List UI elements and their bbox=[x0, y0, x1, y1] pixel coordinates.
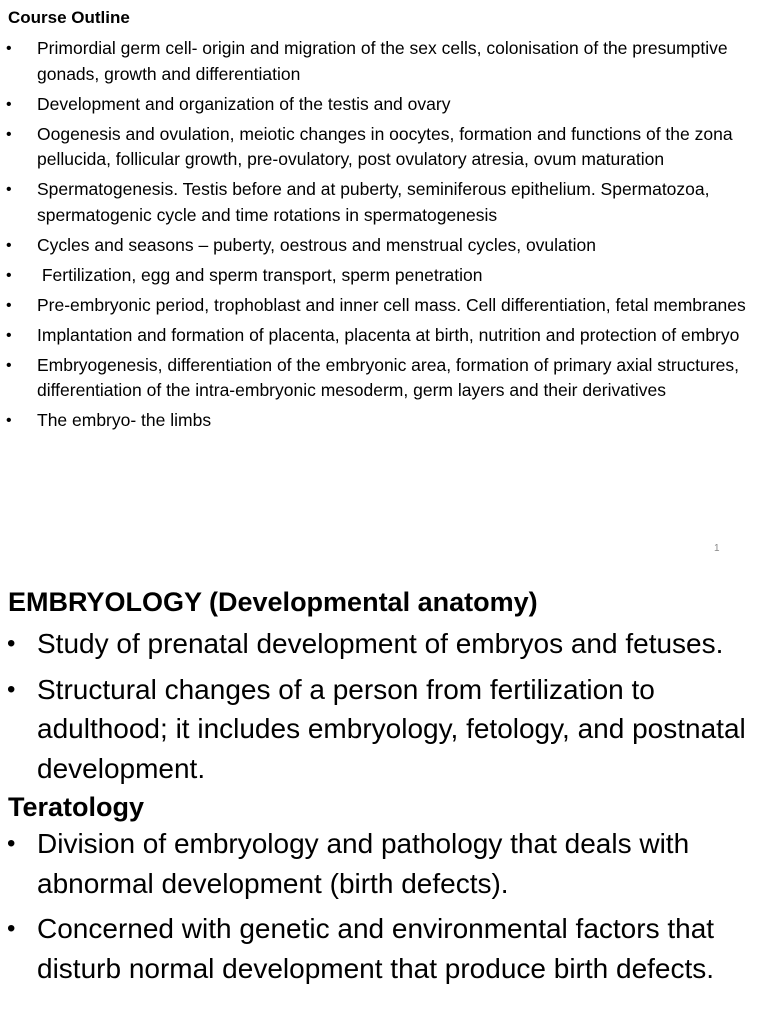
bullet-icon: • bbox=[7, 630, 16, 657]
list-item bbox=[0, 122, 768, 173]
list-item bbox=[0, 408, 768, 434]
list-item bbox=[0, 92, 768, 118]
list-item bbox=[0, 670, 768, 789]
list-item-text: Embryogenesis, differentiation of the embryonic area, formation of primary axial structures, differentiation of the intra-embryonic mesoderm, germ layers and their derivatives bbox=[37, 354, 739, 400]
slide-embryology bbox=[0, 575, 768, 1024]
list-item bbox=[0, 263, 768, 289]
list-item bbox=[0, 624, 768, 664]
list-item-text: Structural changes of a person from fertilization to adulthood; it includes embryology, fetology, and postnatal development. bbox=[37, 673, 746, 784]
list-item bbox=[0, 909, 768, 988]
list-item-text: Development and organization of the testis and ovary bbox=[37, 93, 451, 114]
bullet-icon: • bbox=[7, 830, 16, 857]
list-item-text: The embryo- the limbs bbox=[37, 410, 212, 430]
list-item bbox=[0, 233, 768, 259]
bullet-icon: • bbox=[6, 326, 12, 344]
bullet-icon: • bbox=[7, 915, 16, 942]
list-item bbox=[0, 293, 768, 319]
list-item-text: Concerned with genetic and environmental factors that disturb normal development that produce birth defects. bbox=[37, 913, 715, 984]
course-outline-list bbox=[0, 36, 768, 438]
list-item bbox=[0, 824, 768, 903]
bullet-icon: • bbox=[6, 181, 12, 198]
bullet-icon: • bbox=[7, 675, 16, 703]
list-item bbox=[0, 36, 768, 87]
slide-title: Course Outline bbox=[8, 8, 130, 27]
list-item-text: Implantation and formation of placenta, placenta at birth, nutrition and protection of embryo bbox=[37, 324, 740, 345]
heading-teratology: Teratology bbox=[8, 792, 145, 822]
list-item-text: Primordial germ cell- origin and migration of the sex cells, colonisation of the presumptive gonads, growth and differentiation bbox=[37, 38, 728, 84]
list-item-text: Oogenesis and ovulation, meiotic changes in oocytes, formation and functions of the zona pellucida, follicular growth, pre-ovulatory, post ovulatory atresia, ovum maturation bbox=[37, 123, 733, 169]
list-item-text: Cycles and seasons – puberty, oestrous and menstrual cycles, ovulation bbox=[37, 234, 597, 255]
list-item bbox=[0, 353, 768, 404]
embryology-list bbox=[0, 624, 768, 788]
heading-embryology: EMBRYOLOGY (Developmental anatomy) bbox=[8, 587, 538, 617]
bullet-icon: • bbox=[6, 412, 12, 429]
bullet-icon: • bbox=[6, 95, 12, 113]
teratology-list bbox=[0, 824, 768, 988]
list-item-text: Pre-embryonic period, trophoblast and inner cell mass. Cell differentiation, fetal membranes bbox=[37, 294, 746, 315]
page-number: 1 bbox=[714, 543, 720, 554]
list-item-text: Study of prenatal development of embryos and fetuses. bbox=[37, 628, 724, 659]
list-item-text: Fertilization, egg and sperm transport, sperm penetration bbox=[37, 264, 483, 285]
list-item bbox=[0, 323, 768, 349]
list-item-text: Division of embryology and pathology that deals with abnormal development (birth defects). bbox=[37, 828, 690, 899]
bullet-icon: • bbox=[6, 40, 12, 57]
list-item bbox=[0, 177, 768, 228]
bullet-icon: • bbox=[6, 266, 12, 284]
bullet-icon: • bbox=[6, 296, 12, 314]
bullet-icon: • bbox=[6, 356, 12, 374]
bullet-icon: • bbox=[6, 125, 12, 143]
list-item-text: Spermatogenesis. Testis before and at puberty, seminiferous epithelium. Spermatozoa, spermatogenic cycle and time rotations in spermatogenesis bbox=[37, 179, 710, 225]
bullet-icon: • bbox=[6, 236, 12, 254]
